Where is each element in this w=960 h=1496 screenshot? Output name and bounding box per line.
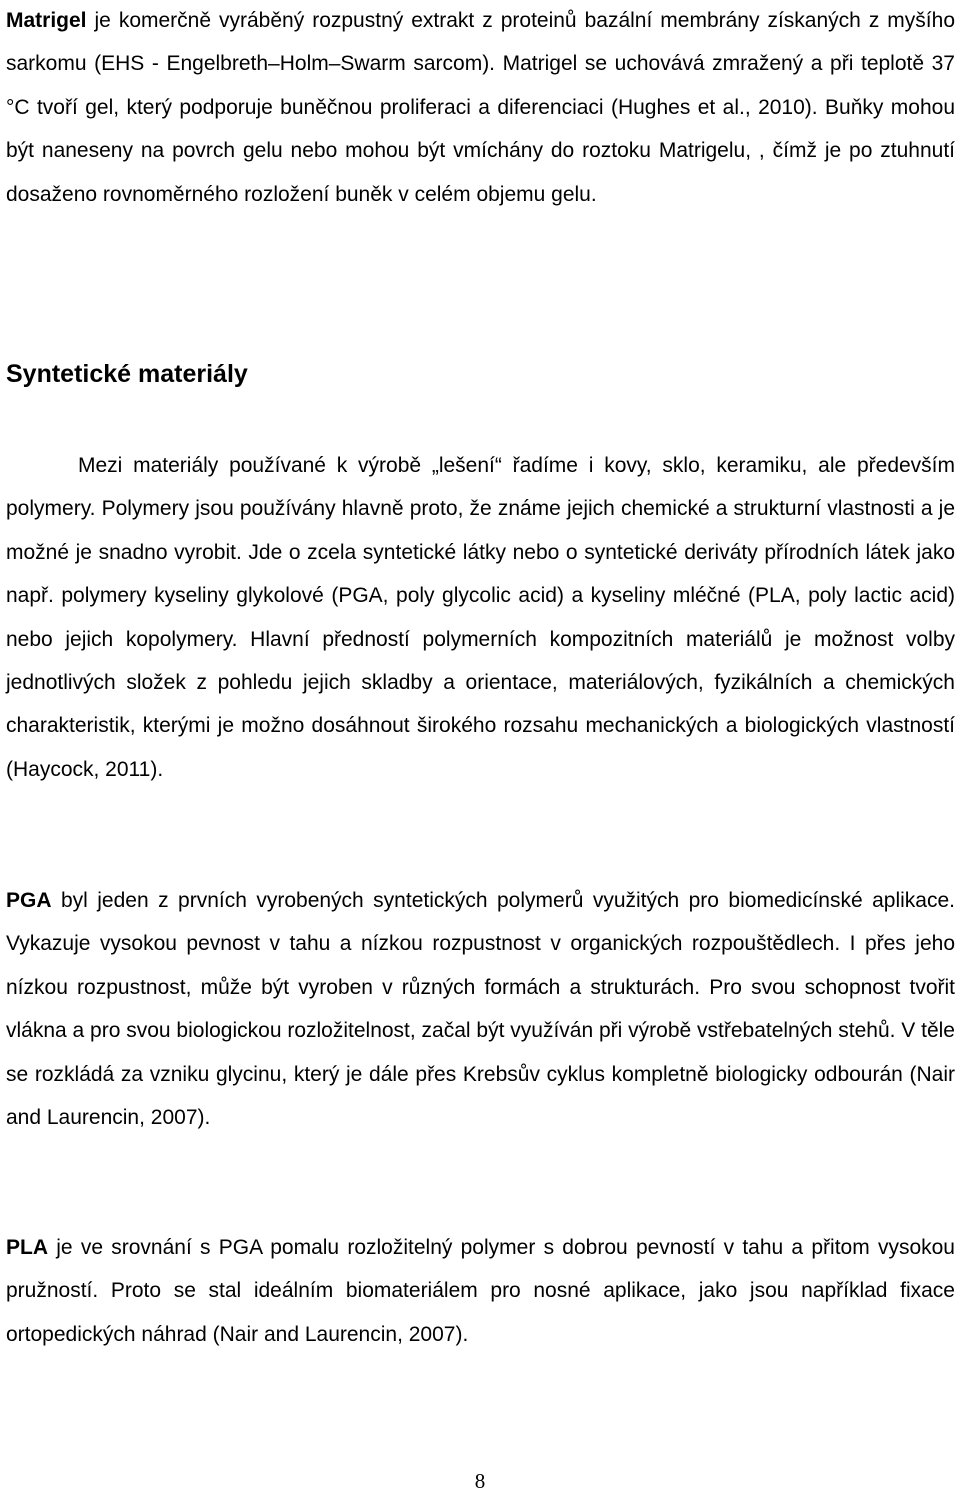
term-pga: PGA: [6, 889, 52, 912]
section-heading: Syntetické materiály: [6, 360, 248, 388]
paragraph-matrigel: [6, 0, 955, 216]
paragraph-pla: [6, 1226, 955, 1356]
paragraph-materials-text: Mezi materiály používané k výrobě „lešení“ řadíme i kovy, sklo, keramiku, ale především polymery. Polymery jsou používány hlavně proto, že známe jejich chemické a strukturní vlastnosti a je možné je snadno vyrobit. Jde o zcela syntetické látky nebo o syntetické deriváty přírodních látek jako např. polymery kyseliny glykolové (PGA, poly glycolic acid) a kyseliny mléčné (PLA, poly lactic acid) nebo jejich kopolymery. Hlavní předností polymerních kompozitních materiálů je možnost volby jednotlivých složek z pohledu jejich skladby a orientace, materiálových, fyzikálních a chemických charakteristik, kterými je možno dosáhnout širokého rozsahu mechanických a biologických vlastností (Haycock, 2011).: [6, 454, 955, 781]
paragraph-materials: [6, 444, 955, 791]
paragraph-pga: [6, 879, 955, 1139]
paragraph-pga-text: byl jeden z prvních vyrobených syntetických polymerů využitých pro biomedicínské aplikace. Vykazuje vysokou pevnost v tahu a nízkou rozpustnost v organických rozpouštědlech. I přes jeho nízkou rozpustnost, může být vyroben v různých formách a strukturách. Pro svou schopnost tvořit vlákna a pro svou biologickou rozložitelnost, začal být využíván při výrobě vstřebatelných stehů. V těle se rozkládá za vzniku glycinu, který je dále přes Krebsův cyklus kompletně biologicky odbourán (Nair and Laurencin, 2007).: [6, 889, 955, 1130]
paragraph-pla-text: je ve srovnání s PGA pomalu rozložitelný polymer s dobrou pevností v tahu a přitom vysokou pružností. Proto se stal ideálním biomateriálem pro nosné aplikace, jako jsou například fixace ortopedických náhrad (Nair and Laurencin, 2007).: [6, 1236, 955, 1346]
paragraph-matrigel-text: je komerčně vyráběný rozpustný extrakt z proteinů bazální membrány získaných z myšího sarkomu (EHS - Engelbreth–Holm–Swarm sarcom). Matrigel se uchovává zmražený a při teplotě 37 °C tvoří gel, který podporuje buněčnou proliferaci a diferenciaci (Hughes et al., 2010). Buňky mohou být naneseny na povrch gelu nebo mohou být vmíchány do roztoku Matrigelu, , čímž je po ztuhnutí dosaženo rovnoměrného rozložení buněk v celém objemu gelu.: [6, 9, 955, 206]
page-number: 8: [474, 1469, 486, 1493]
term-pla: PLA: [6, 1236, 48, 1259]
term-matrigel: Matrigel: [6, 9, 87, 32]
